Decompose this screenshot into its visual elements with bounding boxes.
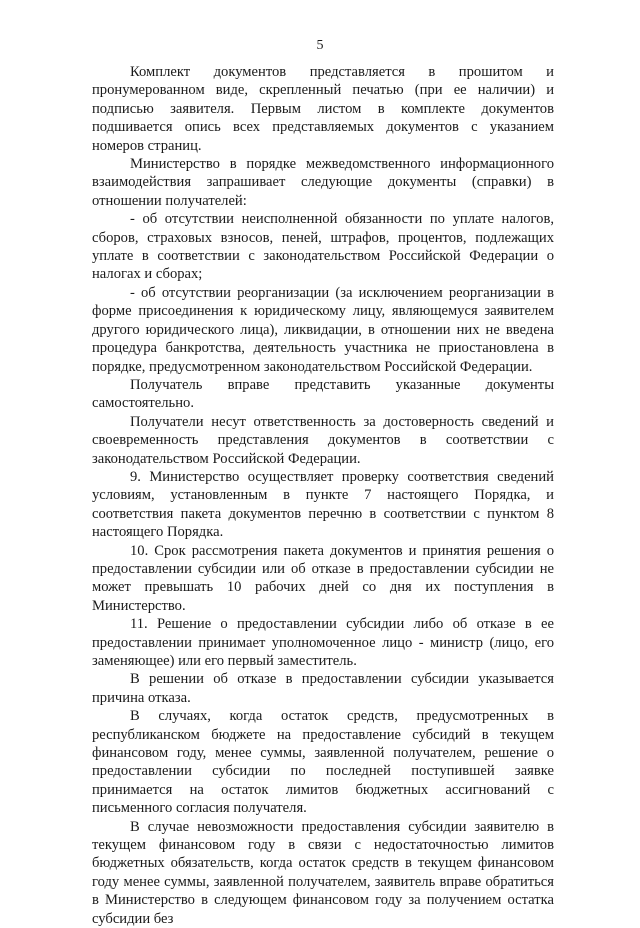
paragraph: В случаях, когда остаток средств, предусмотренных в республиканском бюджете на предоставление субсидий в текущем финансовом году, менее суммы, заявленной получателем, решение о предоставлении субсидии по последней поступившей заявке принимается на остаток лимитов бюджетных ассигнований с письменного согласия получателя.: [92, 708, 554, 817]
paragraph: Комплект документов представляется в прошитом и пронумерованном виде, скрепленный печатью (при ее наличии) и подписью заявителя. Первым листом в комплекте документов подшивается опись всех представляемых документов с указанием номеров страниц.: [92, 64, 554, 154]
paragraph: Получатель вправе представить указанные документы самостоятельно.: [92, 376, 554, 412]
body-text: [92, 63, 554, 928]
paragraph: - об отсутствии реорганизации (за исключением реорганизации в форме присоединения к юридическому лицу, являющемуся заявителем другого юридического лица), ликвидации, в отношении них не введена процедура банкротства, деятельность участника не приостановлена в порядке, предусмотренном законодательством Российской Федерации.: [92, 284, 554, 375]
paragraph: Получатели несут ответственность за достоверность сведений и своевременность представления документов в соответствии с законодательством Российской Федерации.: [92, 413, 554, 467]
page-number: 5: [316, 38, 324, 53]
paragraph: В решении об отказе в предоставлении субсидии указывается причина отказа.: [92, 671, 554, 706]
paragraph: 9. Министерство осуществляет проверку соответствия сведений условиям, установленным в пункте 7 настоящего Порядка, и соответствия пакета документов перечню в соответствии с пунктом 8 настоящего Порядка.: [92, 468, 554, 541]
paragraph: Министерство в порядке межведомственного информационного взаимодействия запрашивает следующие документы (справки) в отношении получателей:: [92, 156, 554, 209]
paragraph: В случае невозможности предоставления субсидии заявителю в текущем финансовом году в связи с недостаточностью лимитов бюджетных обязательств, когда остаток средств в текущем финансовом году менее суммы, заявленной получателем, заявитель вправе обратиться в Министерство в следующем финансовом году за получением остатка субсидии без: [92, 818, 554, 927]
paragraph: 10. Срок рассмотрения пакета документов и принятия решения о предоставлении субсидии или об отказе в предоставлении субсидии не может превышать 10 рабочих дней со дня их поступления в Министерство.: [92, 542, 554, 614]
paragraph: - об отсутствии неисполненной обязанности по уплате налогов, сборов, страховых взносов, пеней, штрафов, процентов, подлежащих уплате в соответствии с законодательством Российской Федерации о налогах и сборах;: [92, 211, 554, 283]
paragraph: 11. Решение о предоставлении субсидии либо об отказе в ее предоставлении принимает уполномоченное лицо - министр (лицо, его заменяющее) или его первый заместитель.: [92, 616, 554, 669]
